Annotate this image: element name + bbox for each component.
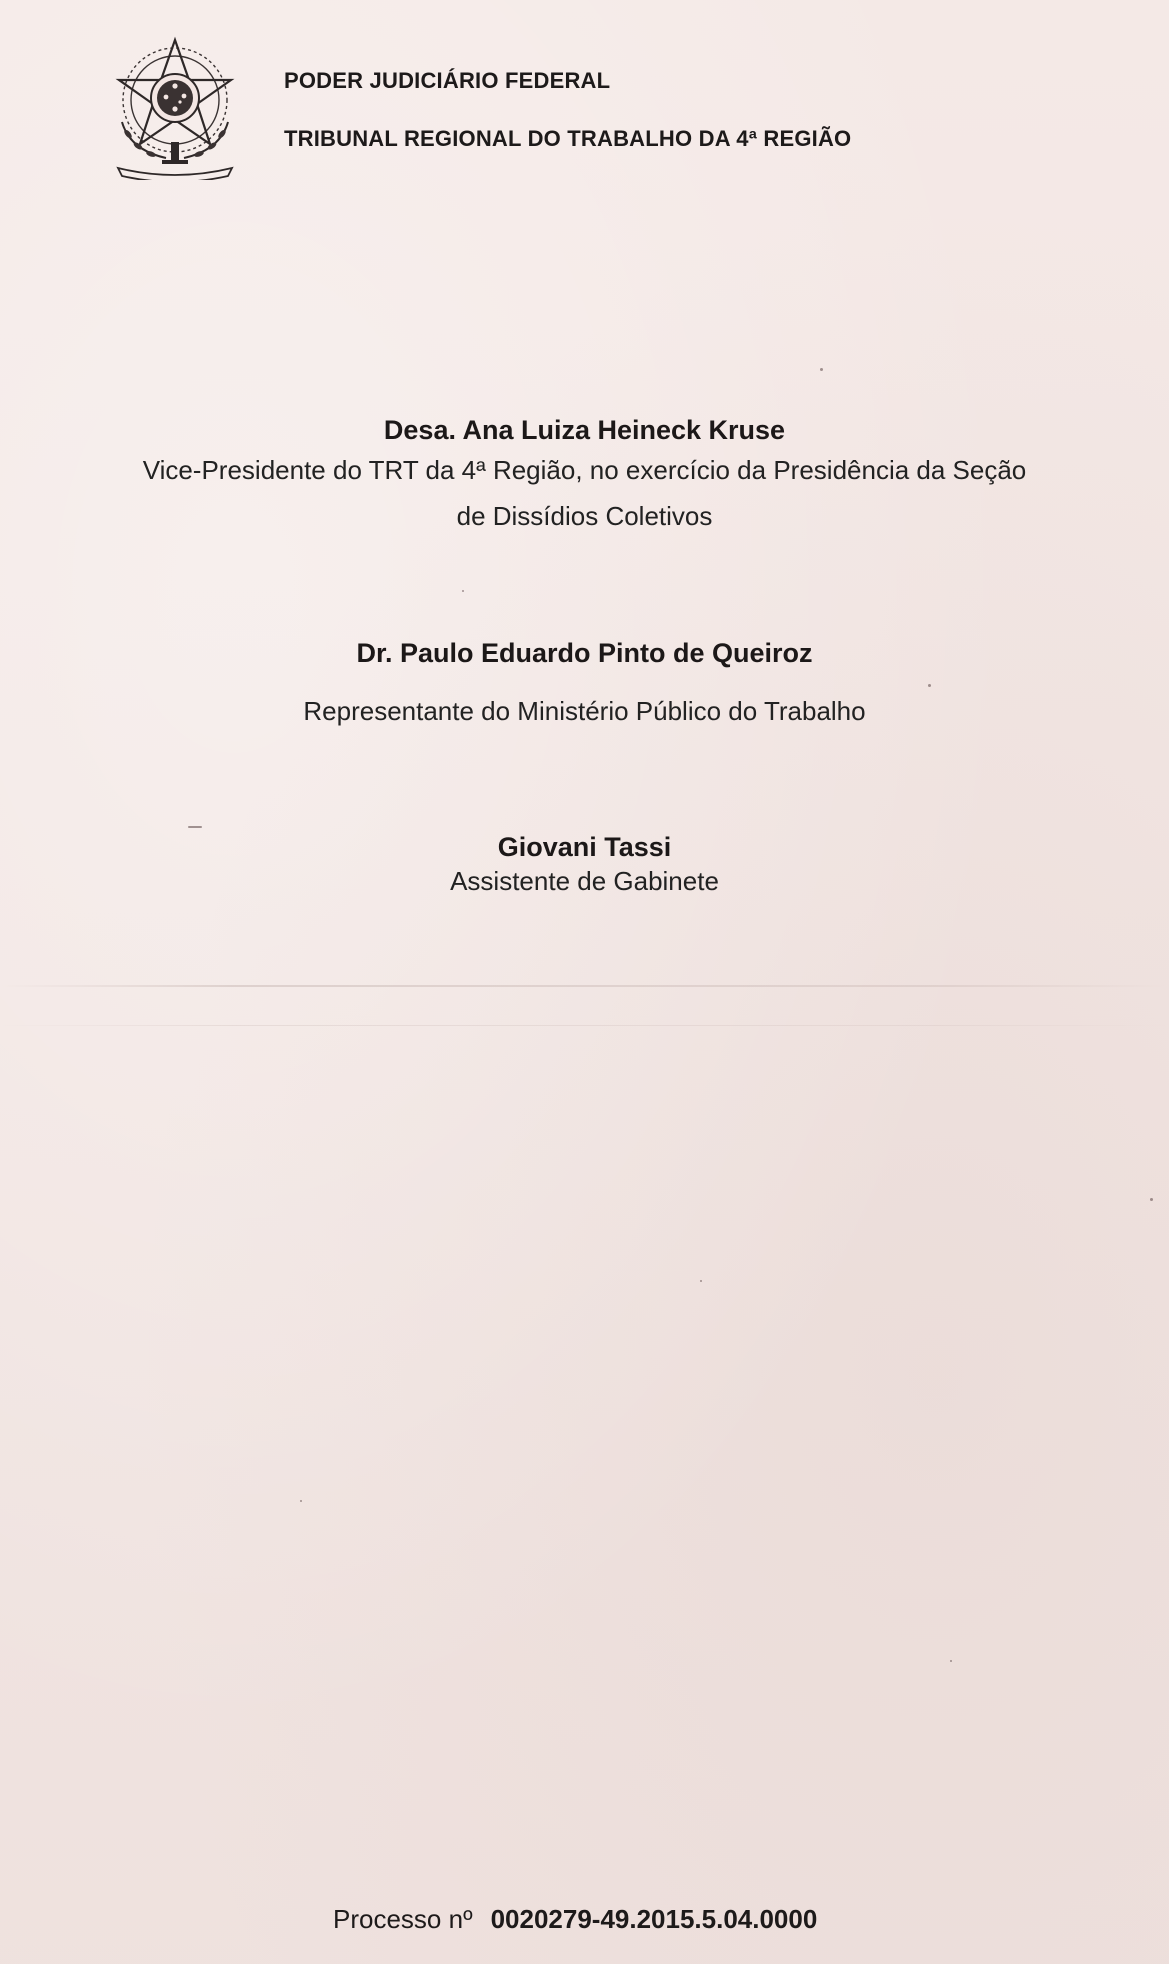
paper-speck: [950, 1660, 952, 1662]
signatory-name: Dr. Paulo Eduardo Pinto de Queiroz: [356, 638, 813, 668]
signatory-role: Representante do Ministério Público do Trabalho: [303, 696, 866, 726]
paper-speck: [300, 1500, 302, 1502]
process-number-value: 0020279-49.2015.5.04.0000: [490, 1904, 818, 1934]
paper-speck: [928, 684, 931, 687]
brazil-coat-of-arms-icon: [100, 30, 250, 180]
paper-speck: [462, 590, 464, 592]
paper-fold-line: [0, 1025, 1169, 1026]
signatory-role: Vice-Presidente do TRT da 4ª Região, no exercício da Presidência da Seção: [142, 455, 1027, 485]
header-court-name: TRIBUNAL REGIONAL DO TRABALHO DA 4ª REGIÃO: [284, 126, 852, 151]
signatory-name: Giovani Tassi: [497, 832, 672, 862]
paper-speck: [1150, 1198, 1153, 1201]
signatory-role-continued: de Dissídios Coletivos: [456, 501, 713, 531]
signatory-block: [0, 832, 1169, 903]
process-label: Processo nº: [333, 1904, 473, 1934]
paper-speck: [820, 368, 823, 371]
signatory-block: [0, 415, 1169, 538]
paper-speck: [700, 1280, 702, 1282]
paper-fold-line: [0, 985, 1169, 987]
signatory-block: [0, 638, 1169, 733]
paper-speck: [188, 826, 202, 828]
signatory-role: Assistente de Gabinete: [450, 866, 719, 896]
process-number: [333, 1904, 817, 1935]
header-court-branch: PODER JUDICIÁRIO FEDERAL: [284, 68, 611, 93]
signatory-name: Desa. Ana Luiza Heineck Kruse: [383, 415, 786, 445]
